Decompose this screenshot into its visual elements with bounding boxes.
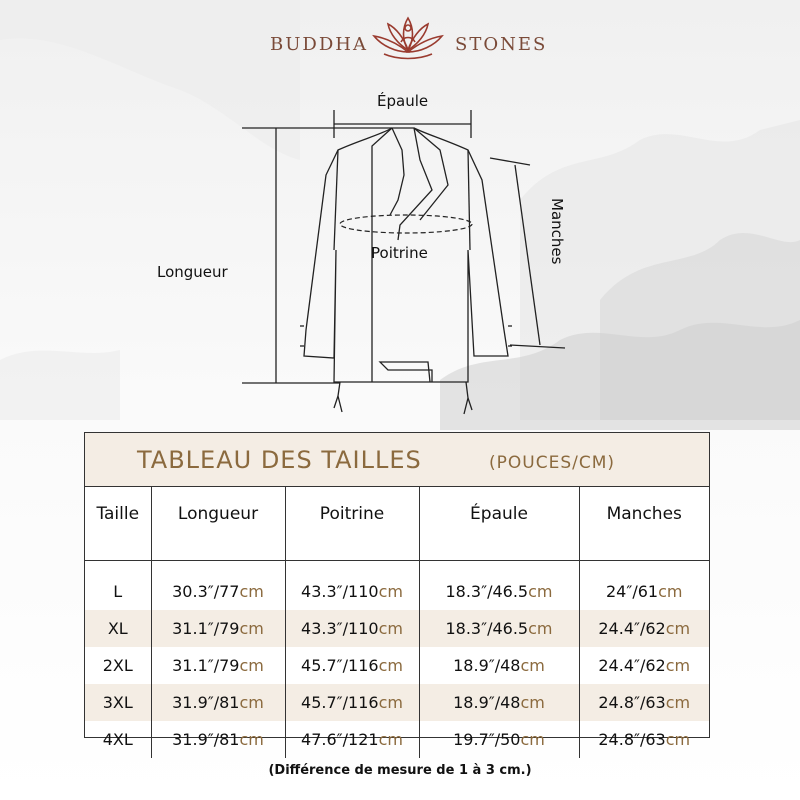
cell-size: 4XL (85, 721, 151, 758)
header-size: Taille (85, 487, 151, 561)
measurement-note: (Différence de mesure de 1 à 3 cm.) (268, 763, 532, 778)
cell-sleeves: 24.8″/63cm (598, 730, 691, 749)
cell-chest: 47.6″/121cm (285, 721, 419, 758)
table-title: TABLEAU DES TAILLES (137, 446, 422, 474)
size-grid (85, 487, 709, 758)
cell-sleeves: 24.8″/63cm (579, 684, 709, 721)
header-sleeves: Manches (579, 487, 709, 561)
cell-chest: 43.3″/110cm (285, 573, 419, 610)
label-shoulder: Épaule (377, 92, 429, 110)
cell-sleeves: 24″/61cm (606, 582, 683, 601)
cell-shoulder: 18.3″/46.5cm (419, 573, 579, 610)
cell-size: XL (85, 610, 151, 647)
table-header-row (85, 487, 709, 561)
cell-chest: 45.7″/116cm (285, 647, 419, 684)
cell-length: 31.9″/81cm (151, 684, 285, 721)
cell-sleeves: 24.4″/62cm (598, 656, 691, 675)
cell-chest: 43.3″/110cm (285, 610, 419, 647)
header-length: Longueur (151, 487, 285, 561)
cell-length: 31.9″/81cm (151, 721, 285, 758)
table-row (85, 610, 709, 647)
table-title-unit: (POUCES/CM) (489, 453, 616, 473)
cell-shoulder: 18.9″/48cm (419, 647, 579, 684)
label-chest: Poitrine (371, 244, 428, 262)
cell-size: L (85, 573, 151, 610)
cell-sleeves: 24.4″/62cm (579, 610, 709, 647)
header-shoulder: Épaule (419, 487, 579, 561)
table-row (85, 647, 709, 684)
size-table (84, 432, 710, 749)
brand-name-left: BUDDHA (270, 34, 368, 55)
cell-length: 30.3″/77cm (151, 573, 285, 610)
brand-name-right: STONES (455, 34, 548, 55)
cell-chest: 45.7″/116cm (285, 684, 419, 721)
cell-size: 2XL (85, 647, 151, 684)
label-sleeves: Manches (548, 198, 566, 265)
table-title-band (85, 433, 709, 487)
table-row (85, 684, 709, 721)
cell-shoulder: 18.9″/48cm (419, 684, 579, 721)
cell-size: 3XL (85, 684, 151, 721)
table-row (85, 721, 709, 758)
header-chest: Poitrine (285, 487, 419, 561)
table-spacer (85, 561, 709, 574)
cell-length: 31.1″/79cm (151, 610, 285, 647)
table-row (85, 573, 709, 610)
cell-shoulder: 19.7″/50cm (419, 721, 579, 758)
cell-shoulder: 18.3″/46.5cm (419, 610, 579, 647)
label-length: Longueur (157, 263, 228, 281)
cell-length: 31.1″/79cm (151, 647, 285, 684)
